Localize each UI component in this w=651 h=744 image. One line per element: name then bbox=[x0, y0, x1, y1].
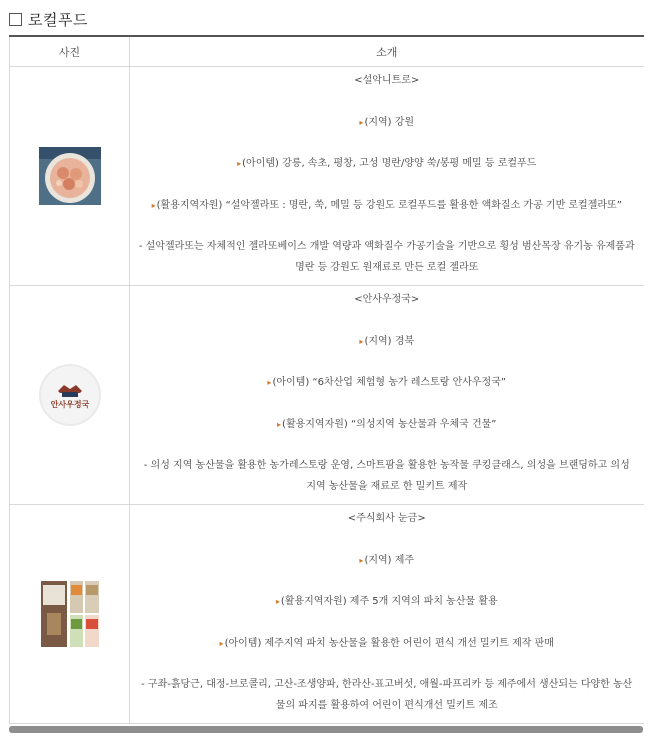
bullet-icon: ▸ bbox=[277, 419, 282, 429]
company-name: <주식회사 눈금> bbox=[347, 513, 426, 524]
checkbox-square-icon bbox=[9, 13, 22, 26]
table-row bbox=[10, 286, 644, 505]
column-header-intro: 소개 bbox=[130, 36, 644, 67]
description-text: - 구좌-흙당근, 대정-브로콜리, 고산-조생양파, 한라산-표고버섯, 애월-파프리카 등 제주에서 생산되는 다양한 농산물의 파지를 활용하여 어린이 편식개선 밀키트 제조 bbox=[141, 679, 633, 711]
bullet-icon: ▸ bbox=[359, 117, 364, 127]
bullet-icon: ▸ bbox=[151, 200, 156, 210]
region-text: (지역) 강원 bbox=[364, 116, 415, 128]
photo-cell bbox=[10, 505, 130, 724]
photo-cell bbox=[10, 67, 130, 286]
intro-cell bbox=[130, 505, 644, 724]
scrollbar-thumb[interactable] bbox=[9, 726, 643, 733]
company-name: <안사우정국> bbox=[354, 294, 420, 305]
column-header-photo: 사진 bbox=[10, 36, 130, 67]
resource-text: (활용지역자원) “의성지역 농산물과 우체국 건물” bbox=[282, 418, 497, 430]
photo-cell bbox=[10, 286, 130, 505]
mealkit-packages-photo bbox=[39, 579, 101, 649]
intro-cell bbox=[130, 286, 644, 505]
resource-text: (활용지역자원) “설악젤라또 : 명란, 쑥, 메밀 등 강원도 로컬푸드를 활용한 액화질소 가공 기반 로컬젤라또” bbox=[156, 199, 622, 211]
region-text: (지역) 제주 bbox=[364, 554, 415, 566]
item-text: (아이템) 제주지역 파치 농산물을 활용한 어린이 편식 개선 밀키트 제작 판매 bbox=[224, 637, 554, 649]
description-text: - 설악젤라또는 자체적인 젤라또베이스 개발 역량과 액화질수 가공기술을 기반으로 횡성 범산목장 유기농 유제품과 명란 등 강원도 원재료로 만든 로컬 젤라또 bbox=[138, 241, 635, 273]
description-text: - 의성 지역 농산물을 활용한 농가레스토랑 운영, 스마트팜을 활용한 농작물 쿠킹클래스, 의성을 브랜딩하고 의성 지역 농산물을 재료로 한 밀키트 제작 bbox=[143, 460, 630, 492]
bullet-icon: ▸ bbox=[267, 378, 272, 387]
logo-text: 안사우정국 bbox=[50, 400, 89, 409]
section-title: 로컬푸드 bbox=[28, 10, 88, 29]
horizontal-scrollbar[interactable] bbox=[9, 726, 643, 733]
section-heading bbox=[9, 8, 88, 30]
bullet-icon: ▸ bbox=[275, 597, 280, 606]
item-text: (아이템) 강릉, 속초, 평창, 고성 명란/양양 쑥/봉평 메밀 등 로컬푸드 bbox=[242, 158, 537, 169]
region-text: (지역) 경북 bbox=[364, 335, 415, 347]
local-food-table bbox=[9, 35, 644, 724]
gelato-bowl-photo bbox=[39, 147, 101, 205]
bullet-icon: ▸ bbox=[219, 638, 224, 648]
table-row bbox=[10, 67, 644, 286]
table-row bbox=[10, 505, 644, 724]
resource-text: (활용지역자원) 제주 5개 지역의 파치 농산물 활용 bbox=[280, 596, 498, 607]
intro-cell bbox=[130, 67, 644, 286]
bullet-icon: ▸ bbox=[359, 336, 364, 346]
item-text: (아이템) “6차산업 체험형 농가 레스토랑 안사우정국” bbox=[272, 377, 507, 388]
ansa-post-office-logo bbox=[38, 363, 102, 427]
company-name: <설악니트로> bbox=[354, 75, 420, 86]
bullet-icon: ▸ bbox=[359, 555, 364, 565]
bullet-icon: ▸ bbox=[237, 159, 242, 168]
table-header-row bbox=[10, 36, 644, 67]
